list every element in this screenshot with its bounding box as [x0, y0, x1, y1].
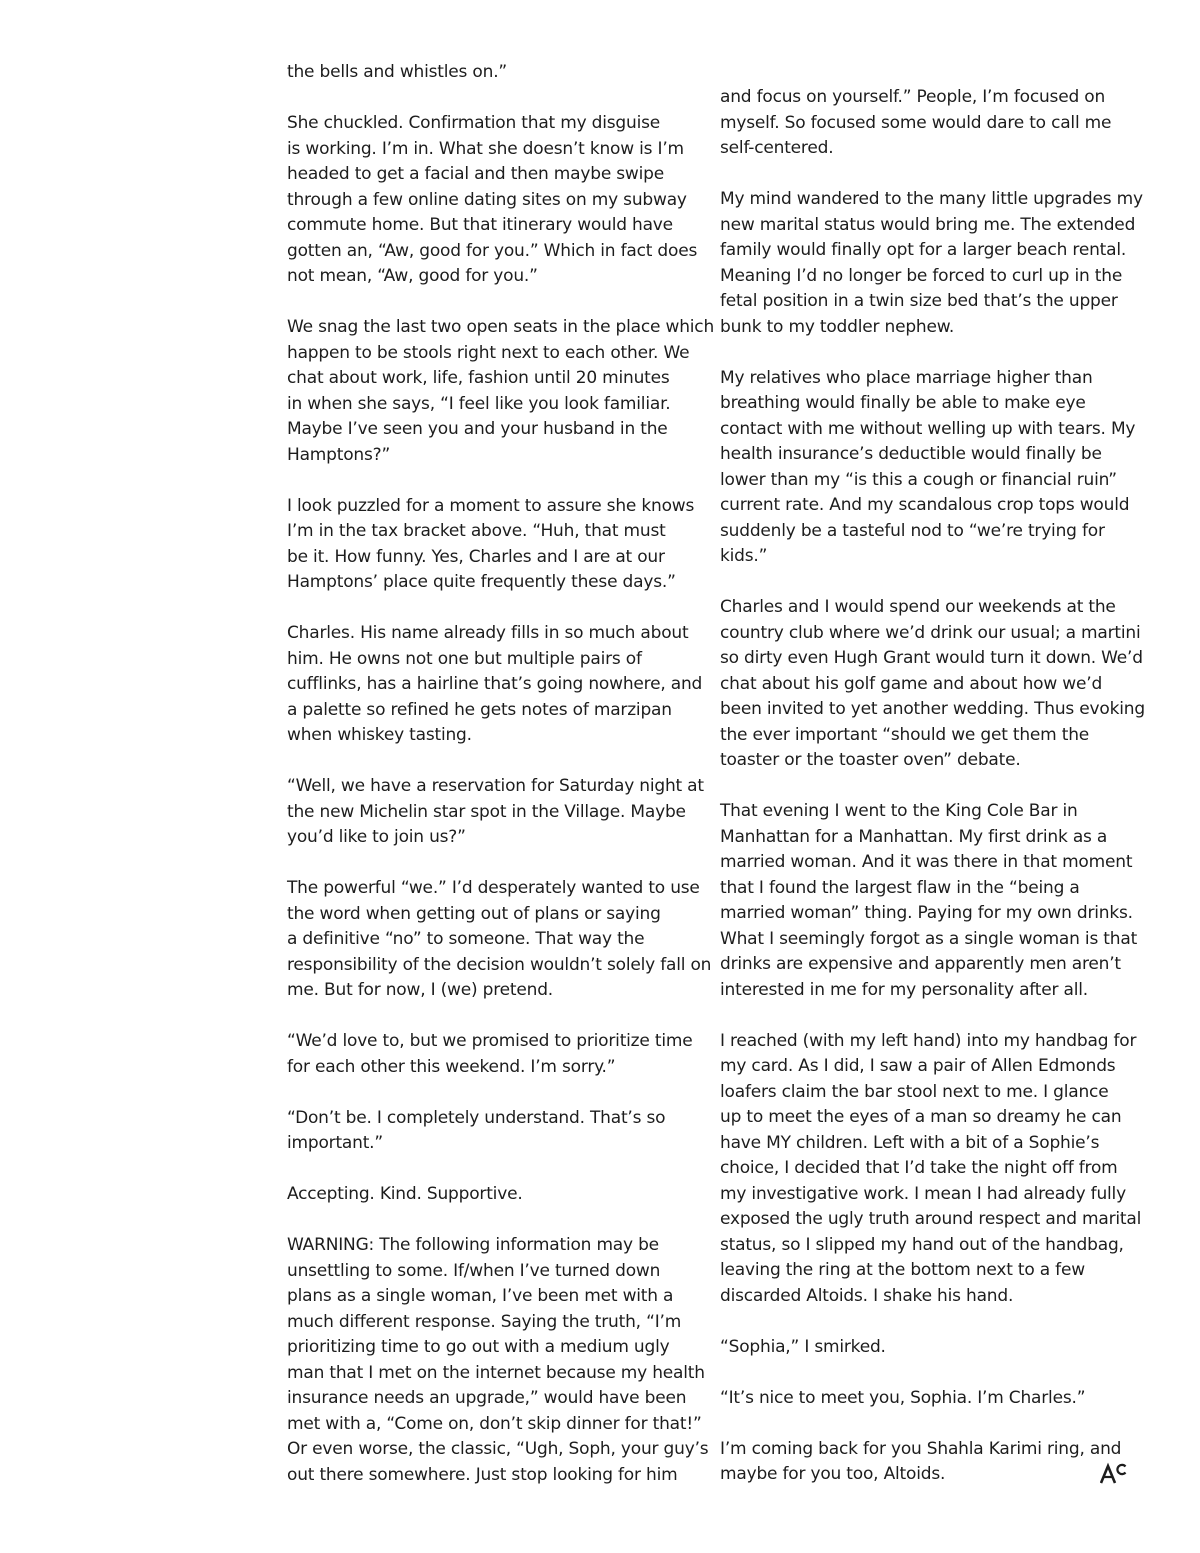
text-line: up to meet the eyes of a man so dreamy he can	[720, 1107, 1122, 1127]
right-column	[720, 85, 1145, 1488]
text-line: commute home. But that itinerary would have	[287, 215, 673, 235]
text-line: I’m coming back for you Shahla Karimi ring, and	[720, 1438, 1122, 1459]
text-line: “Well, we have a reservation for Saturday night at	[287, 776, 704, 796]
text-line: Accepting. Kind. Supportive.	[287, 1184, 523, 1204]
text-line: have MY children. Left with a bit of a Sophie’s	[720, 1132, 1100, 1153]
text-line: not mean, “Aw, good for you.”	[287, 266, 538, 286]
text-line: prioritizing time to go out with a medium ugly	[287, 1337, 670, 1357]
text-line: a definitive “no” to someone. That way the	[287, 929, 645, 949]
text-line: health insurance’s deductible would finally be	[720, 444, 1102, 464]
text-line: choice, I decided that I’d take the night off from	[720, 1158, 1118, 1178]
text-line: “We’d love to, but we promised to prioritize time	[287, 1031, 693, 1051]
text-line: leaving the ring at the bottom next to a few	[720, 1260, 1085, 1280]
text-line: current rate. And my scandalous crop tops would	[720, 495, 1130, 515]
text-line: WARNING: The following information may be	[287, 1235, 659, 1255]
paragraph	[720, 1029, 1142, 1310]
text-line: Or even worse, the classic, “Ugh, Soph, your guy’s	[287, 1439, 709, 1459]
text-line: “It’s nice to meet you, Sophia. I’m Charles.”	[720, 1387, 1086, 1408]
text-line: family would finally opt for a larger beach rental.	[720, 240, 1127, 260]
paragraph	[287, 1182, 699, 1208]
paragraph	[720, 799, 1138, 1003]
text-line: my card. As I did, I saw a pair of Allen Edmonds	[720, 1056, 1116, 1076]
text-line: maybe for you too, Altoids.	[720, 1464, 946, 1484]
paragraph	[287, 1029, 699, 1080]
text-line: “Sophia,” I smirked.	[720, 1336, 886, 1357]
text-line: the ever important “should we get them the	[720, 724, 1090, 745]
text-line: my investigative work. I mean I had already fully	[720, 1183, 1126, 1204]
paragraph	[287, 111, 699, 290]
text-line: What I seemingly forgot as a single woman is that	[720, 928, 1138, 949]
text-line: unsettling to some. If/when I’ve turned down	[287, 1260, 661, 1281]
paragraph	[720, 1386, 1132, 1412]
text-line: through a few online dating sites on my subway	[287, 189, 687, 210]
text-line: met with a, “Come on, don’t skip dinner for that!”	[287, 1413, 702, 1434]
paragraph	[287, 621, 703, 749]
text-line: lower than my “is this a cough or financial ruin”	[720, 469, 1117, 490]
text-line: myself. So focused some would dare to call me	[720, 112, 1112, 133]
text-line: She chuckled. Confirmation that my disguise	[287, 113, 661, 133]
text-line: Charles. His name already fills in so much about	[287, 623, 689, 643]
text-line: That evening I went to the King Cole Bar in	[720, 801, 1078, 821]
text-line: married woman. And it was there in that moment	[720, 852, 1133, 872]
left-column	[287, 60, 715, 1488]
text-line: discarded Altoids. I shake his hand.	[720, 1285, 1014, 1306]
text-line: interested in me for my personality after all.	[720, 979, 1088, 1000]
text-line: Hamptons’ place quite frequently these days.”	[287, 572, 676, 592]
text-line: status, so I slipped my hand out of the handbag,	[720, 1234, 1124, 1255]
text-line: loafers claim the bar stool next to me. I glance	[720, 1081, 1109, 1102]
text-line: self-centered.	[720, 138, 834, 158]
paragraph	[720, 85, 1132, 162]
text-line: responsibility of the decision wouldn’t solely fall on	[287, 954, 712, 975]
text-line: headed to get a facial and then maybe swipe	[287, 164, 665, 184]
text-line: for each other this weekend. I’m sorry.”	[287, 1056, 616, 1077]
text-line: fetal position in a twin size bed that’s the upper	[720, 291, 1118, 311]
text-line: My relatives who place marriage higher than	[720, 367, 1093, 388]
text-line: insurance needs an upgrade,” would have been	[287, 1388, 687, 1408]
text-line: been invited to yet another wedding. Thus evoking	[720, 699, 1145, 719]
text-line: the word when getting out of plans or saying	[287, 903, 661, 924]
text-line: Maybe I’ve seen you and your husband in the	[287, 419, 668, 439]
text-line: exposed the ugly truth around respect and marital	[720, 1209, 1142, 1229]
paragraph	[720, 187, 1143, 340]
text-line: is working. I’m in. What she doesn’t know is I’m	[287, 138, 684, 159]
paragraph	[287, 60, 699, 86]
text-line: bunk to my toddler nephew.	[720, 316, 955, 337]
text-line: that I found the largest flaw in the “being a	[720, 877, 1080, 898]
text-line: man that I met on the internet because my health	[287, 1362, 705, 1383]
text-line: I look puzzled for a moment to assure she knows	[287, 495, 695, 516]
text-line: plans as a single woman, I’ve been met with a	[287, 1286, 674, 1306]
paragraph	[287, 1233, 709, 1488]
text-line: country club where we’d drink our usual; a martini	[720, 622, 1141, 643]
text-line: the new Michelin star spot in the Village. Maybe	[287, 801, 686, 822]
paragraph	[720, 1335, 1132, 1361]
text-line: cufflinks, has a hairline that’s going nowhere, and	[287, 674, 703, 694]
text-line: new marital status would bring me. The extended	[720, 214, 1136, 235]
text-line: drinks are expensive and apparently men aren’t	[720, 954, 1121, 974]
text-line: Meaning I’d no longer be forced to curl up in the	[720, 265, 1123, 286]
text-line: when whiskey tasting.	[287, 725, 472, 745]
paragraph	[287, 876, 712, 1004]
publication-logo-icon	[1100, 1462, 1128, 1484]
text-line: Hamptons?”	[287, 444, 391, 465]
text-line: and focus on yourself.” People, I’m focused on	[720, 87, 1106, 107]
text-line: in when she says, “I feel like you look familiar.	[287, 393, 671, 414]
paragraph	[720, 595, 1145, 774]
text-line: him. He owns not one but multiple pairs of	[287, 648, 642, 669]
text-line: a palette so refined he gets notes of marzipan	[287, 699, 672, 720]
text-line: kids.”	[720, 546, 768, 566]
text-line: Charles and I would spend our weekends at the	[720, 597, 1116, 617]
paragraph	[720, 1437, 1132, 1488]
text-line: much different response. Saying the truth, “I’m	[287, 1311, 682, 1332]
text-line: me. But for now, I (we) pretend.	[287, 980, 554, 1000]
text-line: the bells and whistles on.”	[287, 62, 507, 82]
text-line: suddenly be a tasteful nod to “we’re trying for	[720, 520, 1105, 541]
text-line: breathing would finally be able to make eye	[720, 393, 1086, 413]
text-line: gotten an, “Aw, good for you.” Which in fact does	[287, 240, 698, 261]
text-line: I’m in the tax bracket above. “Huh, that must	[287, 521, 666, 541]
text-line: contact with me without welling up with tears. My	[720, 418, 1136, 439]
text-line: married woman” thing. Paying for my own drinks.	[720, 903, 1133, 923]
text-line: My mind wandered to the many little upgrades my	[720, 189, 1143, 209]
text-line: toaster or the toaster oven” debate.	[720, 750, 1021, 770]
paragraph	[287, 1106, 699, 1157]
text-line: Manhattan for a Manhattan. My first drink as a	[720, 826, 1108, 847]
text-line: be it. How funny. Yes, Charles and I are at our	[287, 546, 665, 567]
paragraph	[720, 366, 1136, 570]
paragraph	[287, 494, 699, 596]
paragraph	[287, 315, 715, 468]
text-line: happen to be stools right next to each other. We	[287, 342, 690, 363]
text-line: chat about work, life, fashion until 20 minutes	[287, 368, 670, 388]
text-line: “Don’t be. I completely understand. That’s so	[287, 1107, 666, 1128]
text-line: important.”	[287, 1133, 383, 1153]
text-line: so dirty even Hugh Grant would turn it down. We’d	[720, 648, 1143, 668]
text-line: The powerful “we.” I’d desperately wanted to use	[287, 878, 700, 898]
text-line: chat about his golf game and about how we’d	[720, 673, 1103, 694]
text-line: We snag the last two open seats in the place which	[287, 317, 715, 337]
text-line: out there somewhere. Just stop looking for him	[287, 1464, 678, 1485]
paragraph	[287, 774, 704, 851]
text-line: I reached (with my left hand) into my handbag for	[720, 1030, 1137, 1051]
text-line: you’d like to join us?”	[287, 827, 466, 847]
